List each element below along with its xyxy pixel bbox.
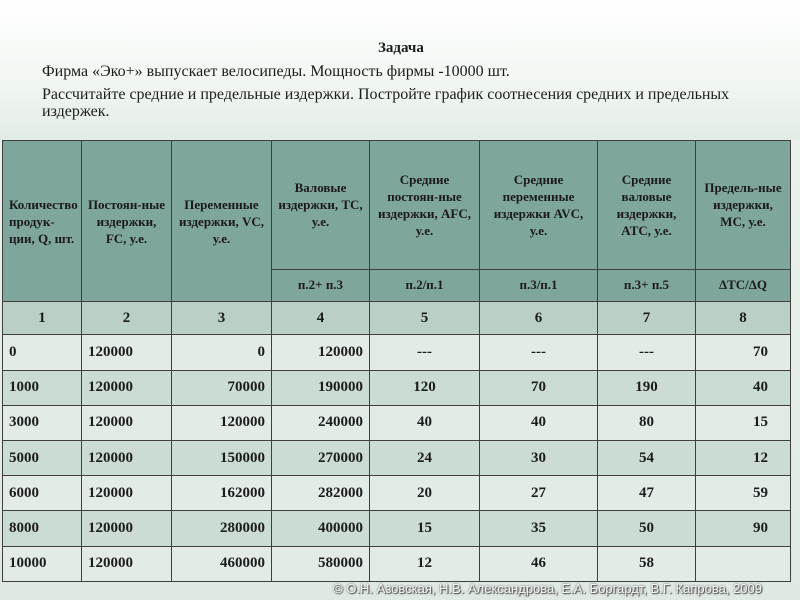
table-cell: 282000: [272, 476, 370, 511]
column-number: 5: [370, 302, 480, 335]
table-cell: 120: [370, 370, 480, 405]
cost-table: [2, 140, 791, 582]
column-number: 3: [172, 302, 272, 335]
table-cell: 120000: [82, 370, 172, 405]
table-cell: 15: [696, 405, 791, 440]
table-cell: 70: [696, 335, 791, 370]
table-row: [3, 441, 791, 476]
table-cell: 20: [370, 476, 480, 511]
table-cell: 15: [370, 511, 480, 546]
column-number-row: [3, 302, 791, 335]
table-cell: 46: [480, 546, 598, 581]
table-cell: 240000: [272, 405, 370, 440]
column-number: 7: [598, 302, 696, 335]
table-cell: 162000: [172, 476, 272, 511]
table-cell: 120000: [172, 405, 272, 440]
table-cell: 30: [480, 441, 598, 476]
table-cell: 0: [172, 335, 272, 370]
table-cell: 120000: [82, 546, 172, 581]
table-cell: 40: [370, 405, 480, 440]
table-cell: 70000: [172, 370, 272, 405]
table-cell: 50: [598, 511, 696, 546]
table-cell: 120000: [82, 405, 172, 440]
table-row: [3, 476, 791, 511]
table-cell: 120000: [82, 511, 172, 546]
formula-afc: п.2/п.1: [370, 269, 480, 301]
table-header-row: [3, 141, 791, 270]
table-cell: 10000: [3, 546, 82, 581]
table-cell: 27: [480, 476, 598, 511]
table-cell: 400000: [272, 511, 370, 546]
column-number: 1: [3, 302, 82, 335]
column-number: 8: [696, 302, 791, 335]
table-cell: 80: [598, 405, 696, 440]
table-cell: ---: [480, 335, 598, 370]
table-cell: 6000: [3, 476, 82, 511]
table-cell: 59: [696, 476, 791, 511]
task-statement: Фирма «Эко+» выпускает велосипеды. Мощность фирмы -10000 шт.: [42, 63, 510, 80]
table-cell: 40: [480, 405, 598, 440]
formula-mc: ΔTC/ΔQ: [696, 269, 791, 301]
task-instruction: Рассчитайте средние и предельные издержки. Постройте график соотнесения средних и предельных издержек.: [42, 86, 730, 120]
table-cell: 190000: [272, 370, 370, 405]
table-cell: 120000: [82, 476, 172, 511]
table-cell: 70: [480, 370, 598, 405]
task-heading: [0, 0, 800, 140]
table-cell: [696, 546, 791, 581]
table-body: [3, 335, 791, 582]
table-cell: 90: [696, 511, 791, 546]
table-row: [3, 405, 791, 440]
formula-tc: п.2+ п.3: [272, 269, 370, 301]
formula-atc: п.3+ п.5: [598, 269, 696, 301]
table-cell: 12: [370, 546, 480, 581]
table-cell: 120000: [82, 441, 172, 476]
table-cell: ---: [370, 335, 480, 370]
table-cell: ---: [598, 335, 696, 370]
table-cell: 190: [598, 370, 696, 405]
table-cell: 120000: [82, 335, 172, 370]
table-cell: 54: [598, 441, 696, 476]
header-avc: Средние переменные издержки AVC, у.е.: [480, 141, 598, 270]
table-cell: 120000: [272, 335, 370, 370]
table-row: [3, 546, 791, 581]
table-cell: 8000: [3, 511, 82, 546]
table-cell: 150000: [172, 441, 272, 476]
header-variable-costs: Переменные издержки, VC, у.е.: [172, 141, 272, 302]
table-cell: 460000: [172, 546, 272, 581]
table-row: [3, 370, 791, 405]
table-cell: 280000: [172, 511, 272, 546]
column-number: 6: [480, 302, 598, 335]
column-number: 2: [82, 302, 172, 335]
table-cell: 35: [480, 511, 598, 546]
table-cell: 270000: [272, 441, 370, 476]
table-cell: 58: [598, 546, 696, 581]
table-cell: 0: [3, 335, 82, 370]
table-cell: 47: [598, 476, 696, 511]
table-cell: 24: [370, 441, 480, 476]
formula-avc: п.3/п.1: [480, 269, 598, 301]
table-cell: 12: [696, 441, 791, 476]
table-cell: 5000: [3, 441, 82, 476]
header-mc: Предель-ные издержки, MC, у.е.: [696, 141, 791, 270]
header-quantity: Количество продук-ции, Q, шт.: [3, 141, 82, 302]
table-cell: 1000: [3, 370, 82, 405]
table-cell: 3000: [3, 405, 82, 440]
header-fixed-costs: Постоян-ные издержки, FC, у.е.: [82, 141, 172, 302]
header-total-costs: Валовые издержки, TC, у.е.: [272, 141, 370, 270]
column-number: 4: [272, 302, 370, 335]
task-title: Задача: [378, 40, 424, 56]
header-atc: Средние валовые издержки, ATC, у.е.: [598, 141, 696, 270]
table-cell: 580000: [272, 546, 370, 581]
table-row: [3, 335, 791, 370]
table-cell: 40: [696, 370, 791, 405]
table-row: [3, 511, 791, 546]
copyright-footer: © О.Н. Азовская, Н.В. Александрова, Е.А. Боргардт, В.Г. Капрова, 2009: [333, 581, 762, 596]
header-afc: Средние постоян-ные издержки, AFC, у.е.: [370, 141, 480, 270]
